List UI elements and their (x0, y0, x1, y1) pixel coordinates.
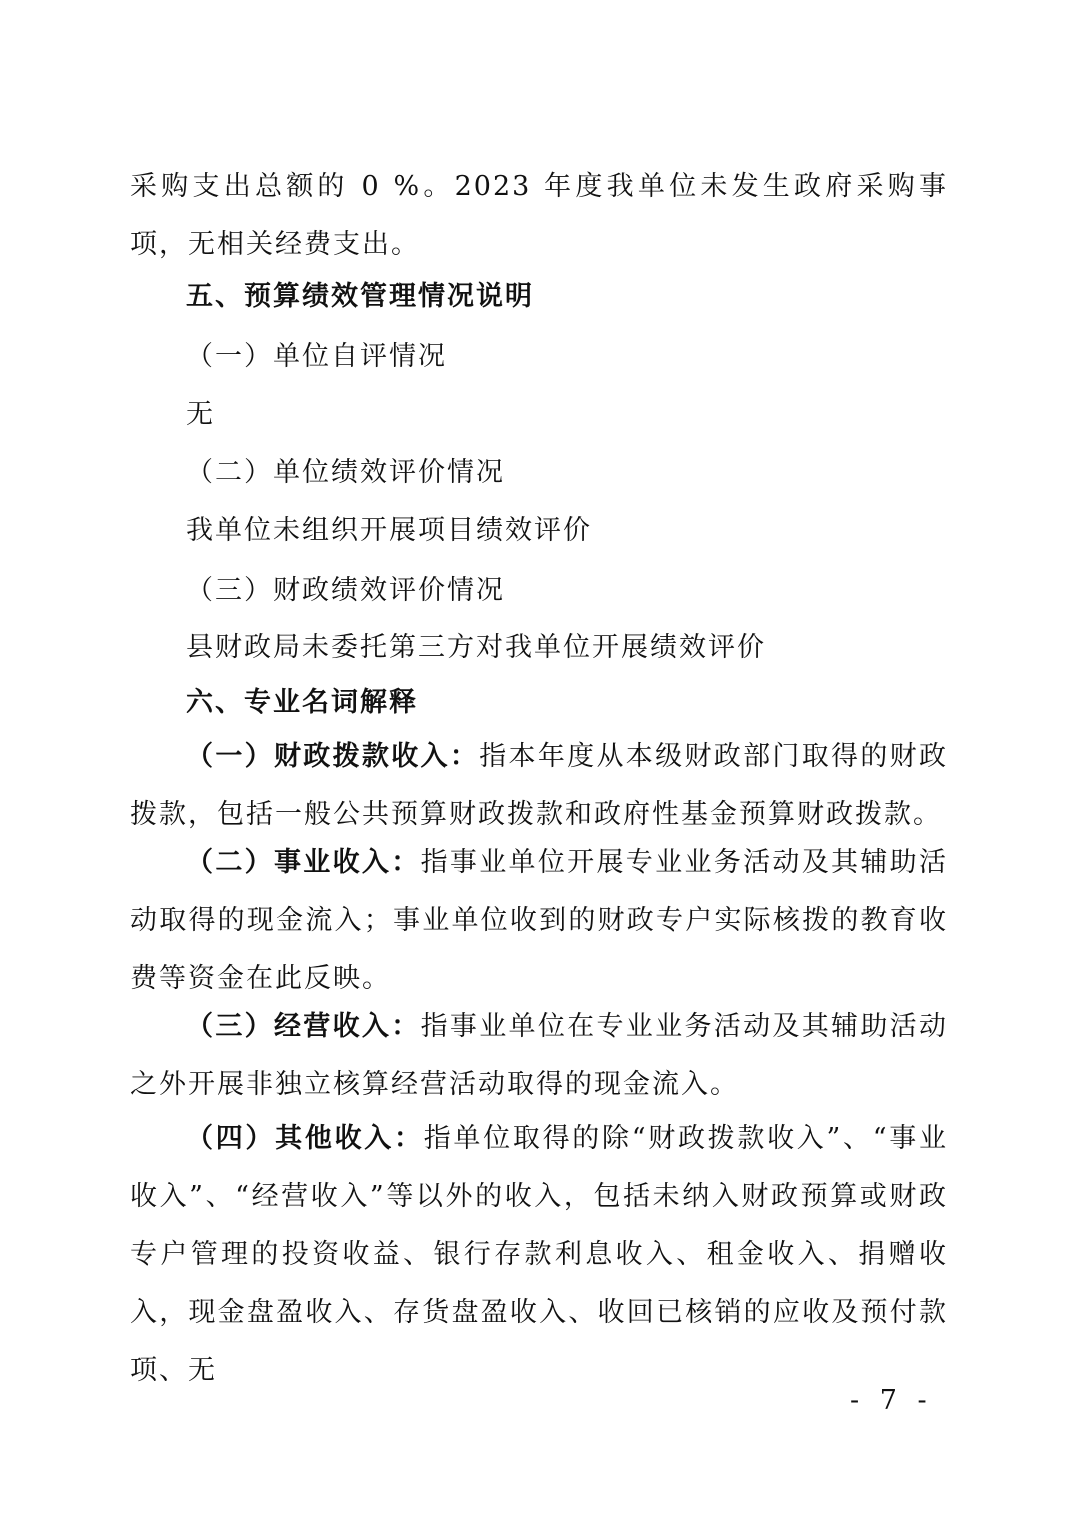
term-text: 指事业单位开展专业业务活动及其辅助活动取得的现金流入；事业单位收到的财政专户实际核拨的教育收费等资金在此反映。 (130, 847, 949, 994)
term-text: 指本年度从本级财政部门取得的财政拨款，包括一般公共预算财政拨款和政府性基金预算财政拨款。 (130, 741, 949, 830)
term-definition-2 (130, 834, 948, 1008)
term-text: 指事业单位在专业业务活动及其辅助活动之外开展非独立核算经营活动取得的现金流入。 (130, 1011, 949, 1100)
section-5-3-text: 县财政局未委托第三方对我单位开展绩效评价 (186, 632, 766, 663)
page-number: - 7 - (850, 1385, 933, 1416)
section-5-1-text: 无 (186, 399, 215, 430)
term-definition-4 (130, 1110, 948, 1400)
procurement-paragraph: 采购支出总额的 0 %。2023 年度我单位未发生政府采购事项，无相关经费支出。 (130, 171, 948, 260)
term-label: （三）经营收入： (186, 1011, 421, 1042)
section-5-2-text: 我单位未组织开展项目绩效评价 (186, 515, 592, 546)
section-5-3-heading: （三）财政绩效评价情况 (186, 575, 505, 606)
section-6-heading: 六、专业名词解释 (186, 687, 418, 718)
section-5-heading: 五、预算绩效管理情况说明 (186, 281, 534, 312)
section-5-1-heading: （一）单位自评情况 (186, 341, 447, 372)
term-label: （一）财政拨款收入： (186, 741, 480, 772)
term-label: （二）事业收入： (186, 847, 421, 878)
term-definition-1 (130, 728, 948, 844)
term-label: （四）其他收入： (186, 1123, 424, 1154)
term-definition-3 (130, 998, 948, 1114)
term-text: 指单位取得的除“财政拨款收入”、“事业收入”、“经营收入”等以外的收入，包括未纳入财政预算或财政专户管理的投资收益、银行存款利息收入、租金收入、捐赠收入，现金盘盈收入、存货盘盈收入、收回已核销的应收及预付款项、无 (130, 1123, 948, 1386)
section-5-2-heading: （二）单位绩效评价情况 (186, 457, 505, 488)
